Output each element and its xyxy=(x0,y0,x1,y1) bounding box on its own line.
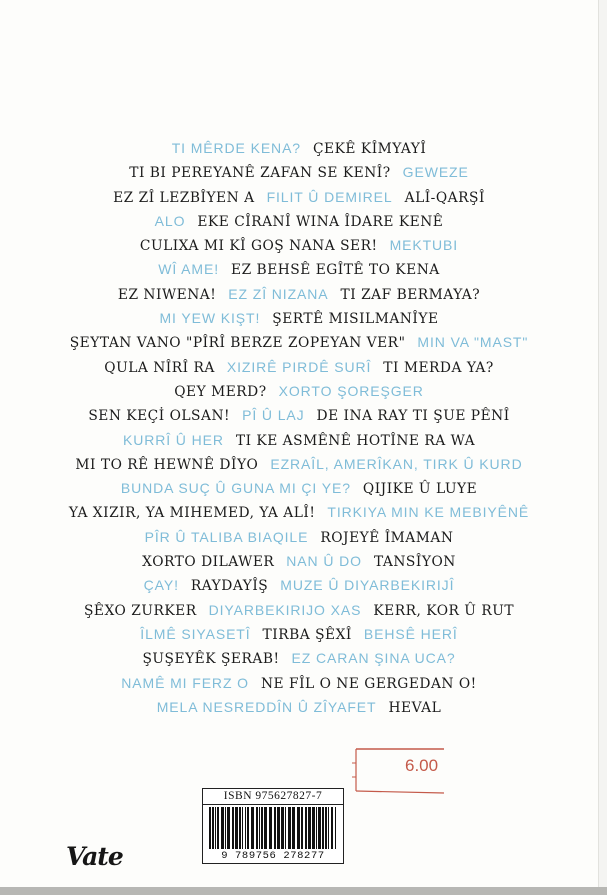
story-title: TI BI PEREYANÊ ZAFAN SE KENÎ? xyxy=(129,165,391,182)
story-title: XIZIRÊ PIRDÊ SURÎ xyxy=(226,358,372,375)
title-line xyxy=(0,622,598,646)
barcode-bar xyxy=(281,807,284,849)
story-title: BEHSÊ HERÎ xyxy=(363,625,458,642)
story-title: TI KE ASMÊNÊ HOTÎNE RA WA xyxy=(235,432,476,449)
title-line xyxy=(0,209,598,233)
story-title: TI MÊRDE KENA? xyxy=(171,140,301,156)
title-line xyxy=(0,500,598,524)
story-title: MUZE Û DIYARBEKIRIJÎ xyxy=(280,577,455,594)
barcode-bar xyxy=(292,807,295,849)
barcode-bar xyxy=(235,807,238,849)
barcode-bar xyxy=(245,807,246,849)
story-title: YA XIZIR, YA MIHEMED, YA ALÎ! xyxy=(68,505,316,522)
price-label: 6.00 xyxy=(405,756,439,775)
story-title: EZ ZÎ LEZBÎYEN A xyxy=(113,189,255,206)
story-title: HEVAL xyxy=(388,699,442,716)
barcode-bar xyxy=(305,807,307,849)
title-line xyxy=(0,525,598,549)
title-line xyxy=(0,282,598,306)
story-title: BUNDA SUÇ Û GUNA MI ÇI YE? xyxy=(120,480,351,497)
barcode-bar xyxy=(251,807,254,849)
story-title: ALO xyxy=(154,212,186,229)
story-title: DE INA RAY TI ŞUE PÊNÎ xyxy=(316,408,510,425)
story-title: ŞUŞEYÊK ŞERAB! xyxy=(142,651,280,668)
story-title: CULIXA MI KÎ GOŞ NANA SER! xyxy=(139,238,378,255)
story-title: PÎR Û TALIBA BIAQILE xyxy=(144,528,309,545)
story-title: NAMÊ MI FERZ O xyxy=(121,674,249,691)
barcode-bar xyxy=(325,807,327,849)
title-line xyxy=(0,136,598,160)
barcode-bar xyxy=(225,807,226,849)
story-title: ÇEKÊ KÎMYAYÎ xyxy=(313,141,427,157)
barcode-bar xyxy=(209,807,211,849)
story-title: ŞERTÊ MISILMANÎYE xyxy=(272,311,439,328)
title-line xyxy=(0,646,598,670)
barcode-bar xyxy=(322,807,324,849)
story-title: ŞÊXO ZURKER xyxy=(83,602,197,619)
title-line xyxy=(0,233,598,257)
story-title: QIJIKE Û LUYE xyxy=(362,481,478,498)
barcode-bar xyxy=(318,807,321,849)
story-title: KURRÎ Û HER xyxy=(122,431,224,448)
barcode-bar xyxy=(312,807,315,849)
title-line xyxy=(0,379,598,403)
isbn-label: ISBN 975627827-7 xyxy=(203,789,343,805)
story-title: WÎ AME! xyxy=(158,261,220,278)
story-title: TI ZAF BERMAYA? xyxy=(340,286,481,303)
barcode-bar xyxy=(288,807,291,849)
story-title: EZ ZÎ NIZANA xyxy=(228,285,329,302)
story-title: MEKTUBI xyxy=(389,237,459,254)
title-line xyxy=(0,695,598,719)
story-title: MIN VA "MAST" xyxy=(417,334,529,351)
story-title: ROJEYÊ ÎMAMAN xyxy=(320,529,454,546)
story-title: XORTO DILAWER xyxy=(142,554,275,571)
story-title: SEN KEÇİ OLSAN! xyxy=(88,408,231,425)
story-title: RAYDAYÎŞ xyxy=(190,578,269,595)
barcode-bar xyxy=(297,807,300,849)
title-line xyxy=(0,476,598,500)
barcode-bar xyxy=(261,807,263,849)
barcode-bar xyxy=(215,807,216,849)
barcode-bar xyxy=(212,807,214,849)
barcode-bar xyxy=(316,807,317,849)
story-title: PÎ Û LAJ xyxy=(242,407,305,424)
barcode-bar xyxy=(285,807,286,849)
barcode-bar xyxy=(256,807,258,849)
story-title: XORTO ŞOREŞGER xyxy=(278,382,424,399)
barcode-bar xyxy=(264,807,267,849)
ean-digits: 9 789756 278277 xyxy=(221,850,325,862)
title-line xyxy=(0,185,598,209)
title-line xyxy=(0,403,598,427)
barcode-bar xyxy=(274,807,276,849)
scan-edge xyxy=(0,887,607,895)
title-line xyxy=(0,671,598,695)
story-title: NAN Û DO xyxy=(286,553,362,570)
title-line xyxy=(0,306,598,330)
barcode-bar xyxy=(217,807,219,849)
barcode-bar xyxy=(227,807,230,849)
barcode-bar xyxy=(277,807,280,849)
barcode-bar xyxy=(259,807,260,849)
barcode-bar xyxy=(331,807,333,849)
story-title: MI TO RÊ HEWNÊ DÎYO xyxy=(75,456,259,473)
title-line xyxy=(0,355,598,379)
story-title: ŞEYTAN VANO "PÎRÎ BERZE ZOPEYAN VER" xyxy=(69,335,406,352)
story-title: EKE CÎRANÎ WINA ÎDARE KENÊ xyxy=(197,213,444,230)
publisher-logo: Vate xyxy=(66,842,123,871)
title-line xyxy=(0,330,598,354)
title-line xyxy=(0,257,598,281)
barcode-bar xyxy=(221,807,224,849)
story-title: KERR, KOR Û RUT xyxy=(373,602,515,619)
barcode-bar xyxy=(232,807,234,849)
barcode-bars xyxy=(209,807,339,849)
story-title: EZ BEHSÊ EGÎTÊ TO KENA xyxy=(231,262,440,279)
story-title: ALÎ-QARŞÎ xyxy=(404,189,485,206)
contents-list xyxy=(0,136,598,719)
story-title: FILIT Û DEMIREL xyxy=(266,188,393,205)
title-line xyxy=(0,452,598,476)
barcode-bar xyxy=(269,807,272,849)
story-title: NE FÎL O NE GERGEDAN O! xyxy=(260,675,477,692)
barcode-box xyxy=(202,788,344,864)
story-title: GEWEZE xyxy=(402,164,469,181)
title-line xyxy=(0,549,598,573)
story-title: MI YEW KIŞT! xyxy=(159,310,261,327)
story-title: TI MERDA YA? xyxy=(383,359,494,376)
story-title: QULA NÎRÎ RA xyxy=(104,359,215,376)
story-title: TIRKIYA MIN KE MEBIYÊNÊ xyxy=(327,504,530,521)
story-title: EZ NIWENA! xyxy=(117,286,217,303)
barcode-bar xyxy=(239,807,241,849)
barcode-bar xyxy=(242,807,243,849)
barcode-bar xyxy=(301,807,303,849)
barcode-bar xyxy=(335,807,336,849)
story-title: MELA NESREDDÎN Û ZÎYAFET xyxy=(156,698,377,715)
story-title: EZRAÎL, AMERÎKAN, TIRK Û KURD xyxy=(270,455,523,472)
title-line xyxy=(0,160,598,184)
title-line xyxy=(0,428,598,452)
story-title: TIRBA ŞÊXÎ xyxy=(262,626,352,643)
barcode-bar xyxy=(328,807,329,849)
title-line xyxy=(0,573,598,597)
story-title: DIYARBEKIRIJO XAS xyxy=(208,601,362,618)
story-title: ÇAY! xyxy=(143,577,179,594)
barcode-bar xyxy=(308,807,311,849)
story-title: ÎLMÊ SIYASETÎ xyxy=(140,625,251,642)
story-title: TANSÎYON xyxy=(373,554,456,571)
story-title: EZ CARAN ŞINA UCA? xyxy=(291,650,456,667)
title-line xyxy=(0,598,598,622)
barcode-bar xyxy=(247,807,249,849)
story-title: QEY MERD? xyxy=(174,383,267,400)
